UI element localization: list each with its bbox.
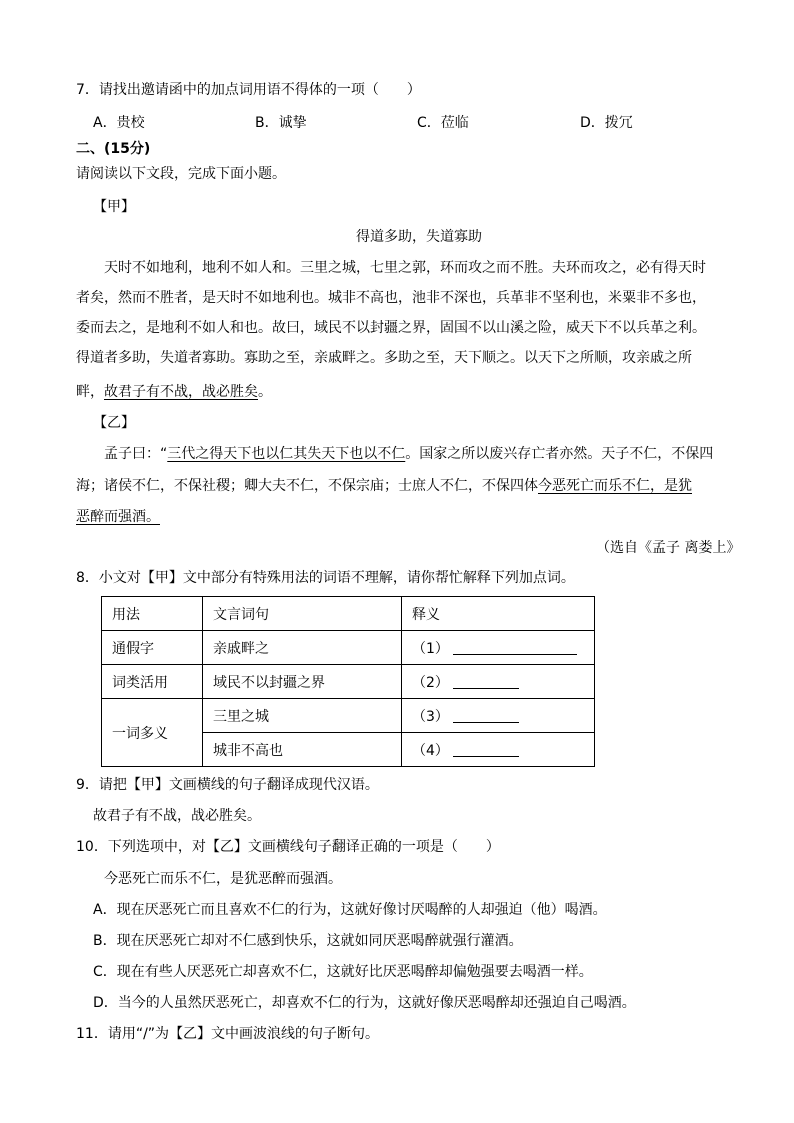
yi-wavy-sentence: 三代之得天下也以仁其失天下也以不仁	[167, 446, 406, 462]
jia-line-4: 得道者多助，失道者寡助。寡助之至，亲戚畔之。多助之至，天下顺之。以天下之所顺，攻亲戚之所	[76, 350, 692, 366]
header-usage: 用法	[102, 597, 203, 631]
jia-last-suffix: 。	[258, 384, 272, 400]
header-meaning: 释义	[402, 597, 595, 631]
header-phrase: 文言词句	[203, 597, 402, 631]
yi-tag: 【乙】	[93, 415, 135, 431]
row-meaning	[402, 665, 595, 699]
q9-sentence: 故君子有不战，战必胜矣。	[93, 808, 261, 824]
table-row	[102, 631, 595, 665]
row-phrase: 亲戚畔之	[203, 631, 402, 665]
row-usage: 通假字	[102, 631, 203, 665]
jia-last-prefix: 畔，	[76, 384, 104, 400]
yi-l1-suffix: 。国家之所以废兴存亡者亦然。天子不仁，不保四	[405, 446, 714, 462]
q7-option-c: C．莅临	[417, 115, 469, 131]
row-meaning	[402, 733, 595, 767]
q8-stem: 8．小文对【甲】文中部分有特殊用法的词语不理解，请你帮忙解释下列加点词。	[76, 570, 575, 586]
answer-blank-3[interactable]	[453, 708, 519, 723]
answer-blank-4[interactable]	[453, 742, 519, 757]
row-phrase: 三里之城	[203, 699, 402, 733]
jia-line-1: 天时不如地利，地利不如人和。三里之城，七里之郭，环而攻之而不胜。夫环而攻之，必有得天时	[104, 260, 706, 276]
q10-sentence: 今恶死亡而乐不仁，是犹恶醉而强酒。	[104, 871, 342, 887]
jia-tag: 【甲】	[93, 199, 135, 215]
q8-table	[101, 596, 595, 767]
q7-option-a: A．贵校	[93, 115, 145, 131]
table-row	[102, 665, 595, 699]
blank-label: （3）	[412, 708, 449, 725]
yi-underlined-part-1: 今恶死亡而乐不仁，是犹	[538, 478, 692, 494]
row-meaning	[402, 631, 595, 665]
row-meaning	[402, 699, 595, 733]
jia-line-3: 委而去之，是地利不如人和也。故曰，域民不以封疆之界，固国不以山溪之险，威天下不以兵革之利。	[76, 320, 706, 336]
q11-stem: 11．请用“/”为【乙】文中画波浪线的句子断句。	[76, 1026, 380, 1042]
table-header-row	[102, 597, 595, 631]
section-instruction: 请阅读以下文段，完成下面小题。	[76, 166, 286, 182]
row-phrase: 域民不以封疆之界	[203, 665, 402, 699]
answer-blank-2[interactable]	[453, 674, 519, 689]
q7-option-d: D．拨冗	[580, 115, 633, 131]
row-usage: 词类活用	[102, 665, 203, 699]
blank-label: （4）	[412, 742, 449, 759]
blank-label: （2）	[412, 674, 449, 691]
yi-line-1	[104, 444, 713, 464]
q10-option-c: C．现在有些人厌恶死亡却喜欢不仁，这就好比厌恶喝醉却偏勉强要去喝酒一样。	[93, 964, 593, 980]
yi-l1-prefix: 孟子曰：“	[104, 446, 168, 462]
q10-option-d: D．当今的人虽然厌恶死亡，却喜欢不仁的行为，这就好像厌恶喝醉却还强迫自己喝酒。	[93, 995, 636, 1011]
jia-title: 得道多助，失道寡助	[356, 229, 482, 245]
row-usage: 一词多义	[102, 699, 203, 767]
q7-stem: 7．请找出邀请函中的加点词用语不得体的一项（ ）	[76, 82, 421, 98]
q10-option-b: B．现在厌恶死亡却对不仁感到快乐，这就如同厌恶喝醉就强行灌酒。	[93, 933, 523, 949]
answer-blank-1[interactable]	[453, 640, 577, 655]
q10-stem: 10．下列选项中，对【乙】文画横线句子翻译正确的一项是（ ）	[76, 839, 500, 855]
yi-underlined-part-2: 恶醉而强酒。	[76, 509, 160, 525]
yi-line-3	[76, 507, 160, 527]
jia-line-5	[76, 382, 272, 402]
section-heading: 二、(15分)	[76, 141, 151, 157]
q10-option-a: A．现在厌恶死亡而且喜欢不仁的行为，这就好像讨厌喝醉的人却强迫（他）喝酒。	[93, 902, 607, 918]
jia-underlined-sentence: 故君子有不战，战必胜矣	[104, 384, 258, 400]
yi-source: （选自《孟子 离娄上》	[596, 540, 741, 556]
q9-stem: 9．请把【甲】文画横线的句子翻译成现代汉语。	[76, 777, 379, 793]
jia-line-2: 者矣，然而不胜者，是天时不如地利也。城非不高也，池非不深也，兵革非不坚利也，米粟非不多也，	[76, 290, 706, 306]
yi-line-2	[76, 476, 692, 496]
yi-l2-prefix: 海；诸侯不仁，不保社稷；卿大夫不仁，不保宗庙；士庶人不仁，不保四体	[76, 478, 538, 494]
q7-option-b: B．诚挚	[255, 115, 307, 131]
blank-label: （1）	[412, 640, 449, 657]
table-row	[102, 699, 595, 733]
row-phrase: 城非不高也	[203, 733, 402, 767]
